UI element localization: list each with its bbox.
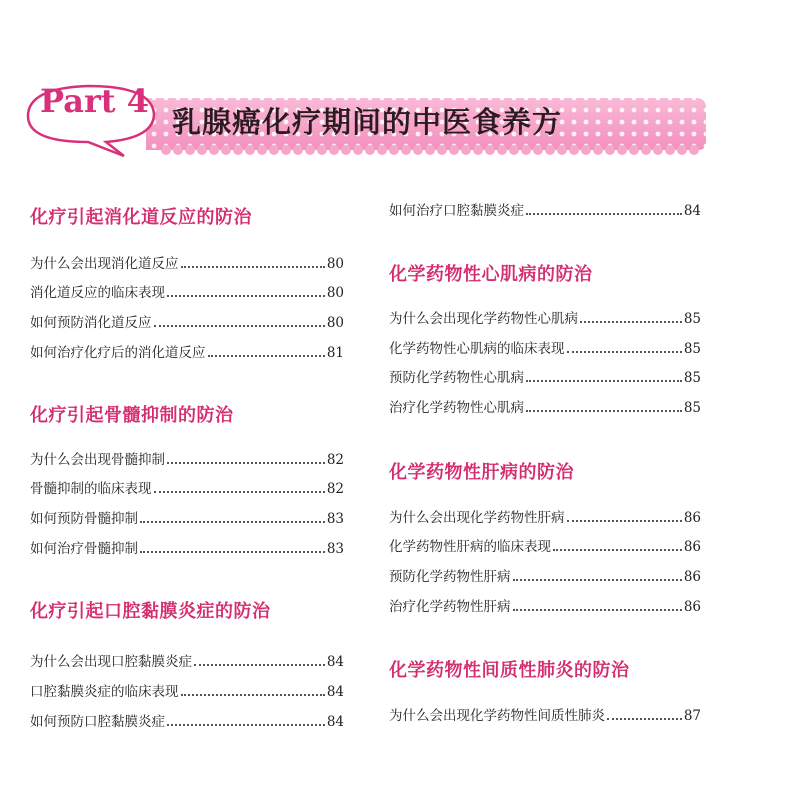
toc-entry-text: 为什么会出现消化道反应 bbox=[30, 256, 179, 272]
toc-entry-text: 骨髓抑制的临床表现 bbox=[30, 481, 152, 497]
toc-entry-page: 85 bbox=[683, 341, 701, 357]
toc-entry[interactable] bbox=[30, 446, 344, 468]
toc-entry[interactable] bbox=[389, 504, 701, 526]
toc-entry[interactable] bbox=[30, 535, 344, 557]
section-heading: 化学药物性心肌病的防治 bbox=[389, 264, 593, 285]
dot-leader bbox=[167, 461, 325, 464]
toc-entry[interactable] bbox=[30, 309, 344, 331]
toc-entry[interactable] bbox=[389, 305, 701, 327]
toc-entry-page: 83 bbox=[326, 511, 344, 527]
toc-entry-page: 86 bbox=[683, 569, 701, 585]
dot-leader bbox=[526, 212, 682, 215]
toc-entry-text: 为什么会出现口腔黏膜炎症 bbox=[30, 654, 192, 670]
section-heading: 化学药物性肝病的防治 bbox=[389, 462, 574, 483]
toc-entry-page: 85 bbox=[683, 370, 701, 386]
dot-leader bbox=[181, 693, 325, 696]
toc-entry[interactable] bbox=[30, 648, 344, 670]
toc-entry-text: 为什么会出现化学药物性肝病 bbox=[389, 510, 565, 526]
toc-entry-page: 82 bbox=[326, 452, 344, 468]
toc-entry-page: 80 bbox=[326, 285, 344, 301]
toc-entry-page: 84 bbox=[683, 203, 701, 219]
toc-entry[interactable] bbox=[30, 339, 344, 361]
page-title: 乳腺癌化疗期间的中医食养方 bbox=[172, 105, 563, 139]
toc-entry-text: 如何治疗骨髓抑制 bbox=[30, 541, 138, 557]
toc-entry[interactable] bbox=[389, 593, 701, 615]
dot-leader bbox=[513, 608, 682, 611]
dot-leader bbox=[553, 548, 682, 551]
toc-entry-page: 81 bbox=[326, 345, 344, 361]
dot-leader bbox=[140, 550, 325, 553]
toc-entry-page: 86 bbox=[683, 510, 701, 526]
dot-leader bbox=[567, 519, 682, 522]
toc-entry[interactable] bbox=[30, 279, 344, 301]
dot-leader bbox=[567, 350, 682, 353]
toc-entry-page: 85 bbox=[683, 400, 701, 416]
toc-entry-text: 治疗化学药物性心肌病 bbox=[389, 400, 524, 416]
toc-entry-text: 如何治疗口腔黏膜炎症 bbox=[389, 203, 524, 219]
dot-leader bbox=[513, 578, 682, 581]
toc-entry-page: 80 bbox=[326, 256, 344, 272]
toc-entry-page: 87 bbox=[683, 708, 701, 724]
toc-entry-text: 化学药物性肝病的临床表现 bbox=[389, 539, 551, 555]
toc-entry-text: 为什么会出现化学药物性间质性肺炎 bbox=[389, 708, 605, 724]
toc-entry-page: 86 bbox=[683, 599, 701, 615]
toc-entry[interactable] bbox=[389, 197, 701, 219]
toc-entry[interactable] bbox=[30, 678, 344, 700]
dot-leader bbox=[167, 723, 325, 726]
toc-entry-text: 口腔黏膜炎症的临床表现 bbox=[30, 684, 179, 700]
dot-leader bbox=[167, 294, 325, 297]
toc-entry-text: 预防化学药物性心肌病 bbox=[389, 370, 524, 386]
dot-leader bbox=[154, 324, 325, 327]
dot-leader bbox=[194, 663, 325, 666]
toc-entry-text: 预防化学药物性肝病 bbox=[389, 569, 511, 585]
part-label: Part 4 bbox=[40, 82, 149, 120]
toc-entry-text: 治疗化学药物性肝病 bbox=[389, 599, 511, 615]
section-heading: 化疗引起骨髓抑制的防治 bbox=[30, 405, 234, 426]
toc-entry[interactable] bbox=[389, 335, 701, 357]
toc-entry-text: 消化道反应的临床表现 bbox=[30, 285, 165, 301]
toc-entry-page: 84 bbox=[326, 654, 344, 670]
toc-entry-text: 如何预防口腔黏膜炎症 bbox=[30, 714, 165, 730]
dot-leader bbox=[607, 717, 682, 720]
toc-entry[interactable] bbox=[389, 364, 701, 386]
dot-leader bbox=[526, 409, 682, 412]
toc-entry-page: 86 bbox=[683, 539, 701, 555]
toc-entry-text: 为什么会出现化学药物性心肌病 bbox=[389, 311, 578, 327]
toc-entry-page: 84 bbox=[326, 714, 344, 730]
dot-leader bbox=[526, 379, 682, 382]
toc-entry[interactable] bbox=[30, 250, 344, 272]
toc-entry-page: 83 bbox=[326, 541, 344, 557]
section-heading: 化疗引起口腔黏膜炎症的防治 bbox=[30, 601, 271, 622]
toc-entry[interactable] bbox=[30, 475, 344, 497]
section-heading: 化学药物性间质性肺炎的防治 bbox=[389, 660, 630, 681]
toc-entry-text: 如何预防消化道反应 bbox=[30, 315, 152, 331]
dot-leader bbox=[580, 320, 682, 323]
toc-entry[interactable] bbox=[30, 708, 344, 730]
toc-entry-page: 82 bbox=[326, 481, 344, 497]
dot-leader bbox=[208, 354, 325, 357]
toc-entry-text: 如何预防骨髓抑制 bbox=[30, 511, 138, 527]
toc-entry-text: 化学药物性心肌病的临床表现 bbox=[389, 341, 565, 357]
toc-entry-text: 如何治疗化疗后的消化道反应 bbox=[30, 345, 206, 361]
toc-entry[interactable] bbox=[30, 505, 344, 527]
toc-entry-text: 为什么会出现骨髓抑制 bbox=[30, 452, 165, 468]
toc-entry[interactable] bbox=[389, 702, 701, 724]
toc-entry-page: 84 bbox=[326, 684, 344, 700]
toc-entry-page: 80 bbox=[326, 315, 344, 331]
dot-leader bbox=[154, 490, 325, 493]
toc-entry[interactable] bbox=[389, 563, 701, 585]
dot-leader bbox=[181, 265, 325, 268]
toc-entry[interactable] bbox=[389, 394, 701, 416]
toc-entry-page: 85 bbox=[683, 311, 701, 327]
toc-entry[interactable] bbox=[389, 533, 701, 555]
section-heading: 化疗引起消化道反应的防治 bbox=[30, 207, 252, 228]
dot-leader bbox=[140, 520, 325, 523]
